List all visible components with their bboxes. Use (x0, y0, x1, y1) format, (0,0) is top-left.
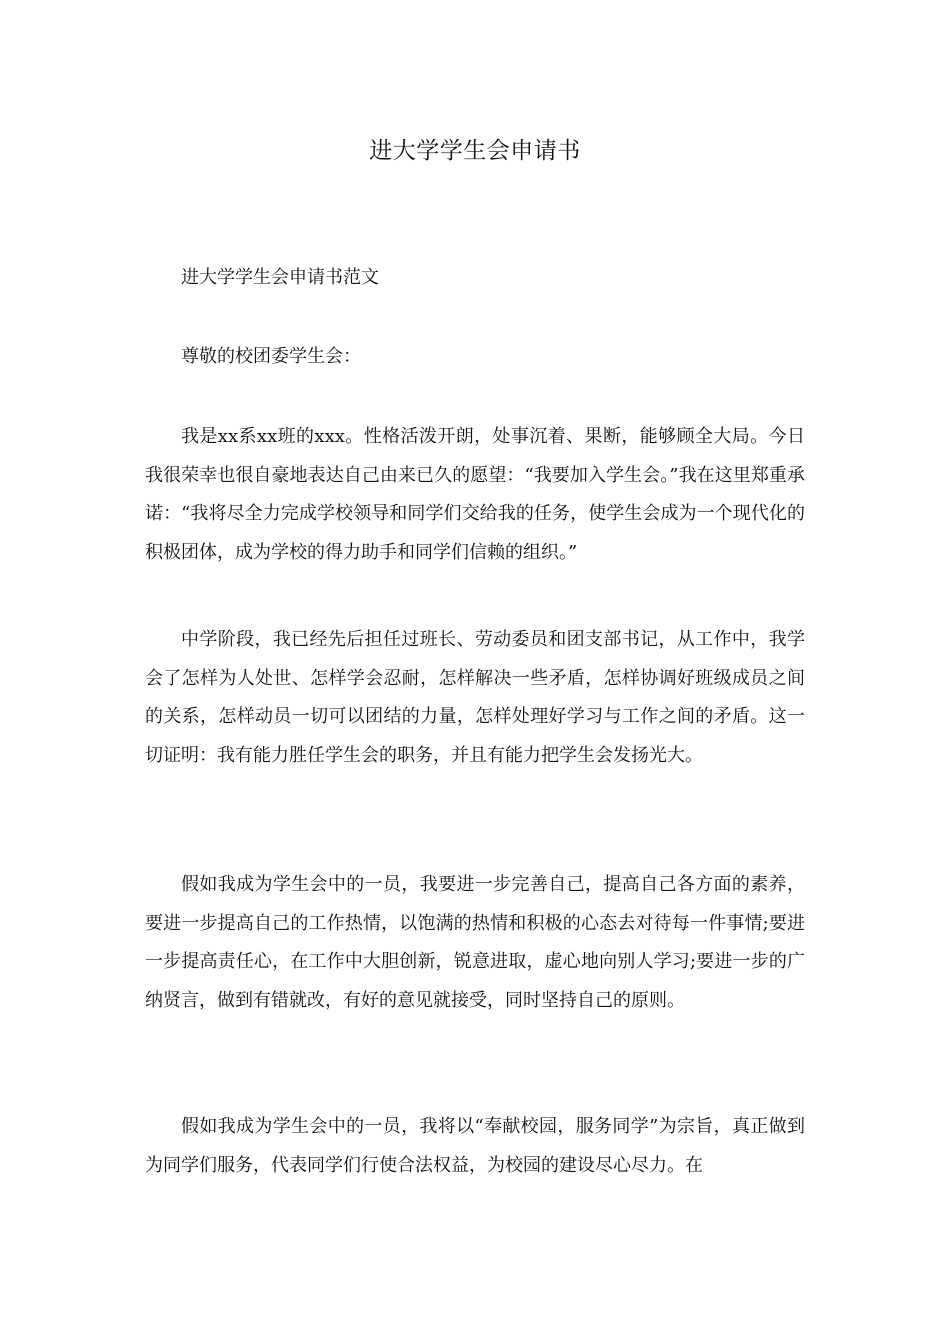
document-title: 进大学学生会申请书 (369, 138, 581, 164)
body-paragraph-service: 假如我成为学生会中的一员，我将以“奉献校园，服务同学”为宗旨，真正做到为同学们服务，代表同学们行使合法权益，为校园的建设尽心尽力。在 (145, 1116, 805, 1176)
body-paragraph-experience: 中学阶段，我已经先后担任过班长、劳动委员和团支部书记，从工作中，我学会了怎样为人处世、怎样学会忍耐，怎样解决一些矛盾，怎样协调好班级成员之间的关系，怎样动员一切可以团结的力量，怎样处理好学习与工作之间的矛盾。这一切证明：我有能力胜任学生会的职务，并且有能力把学生会发扬光大。 (145, 629, 805, 766)
salutation-paragraph: 尊敬的校团委学生会： (181, 346, 361, 367)
body-paragraph-intro: 我是xx系xx班的xxx。性格活泼开朗，处事沉着、果断，能够顾全大局。今日我很荣幸也很自豪地表达自己由来已久的愿望：“我要加入学生会。”我在这里郑重承诺：“我将尽全力完成学校领导和同学们交给我的任务，使学生会成为一个现代化的积极团体，成为学校的得力助手和同学们信赖的组织。” (145, 426, 805, 563)
body-paragraph-improvement: 假如我成为学生会中的一员，我要进一步完善自己，提高自己各方面的素养，要进一步提高自己的工作热情，以饱满的热情和积极的心态去对待每一件事情;要进一步提高责任心，在工作中大胆创新，锐意进取，虚心地向别人学习;要进一步的广纳贤言，做到有错就改，有好的意见就接受，同时坚持自己的原则。 (145, 874, 805, 1011)
subtitle-paragraph: 进大学学生会申请书范文 (181, 267, 379, 288)
